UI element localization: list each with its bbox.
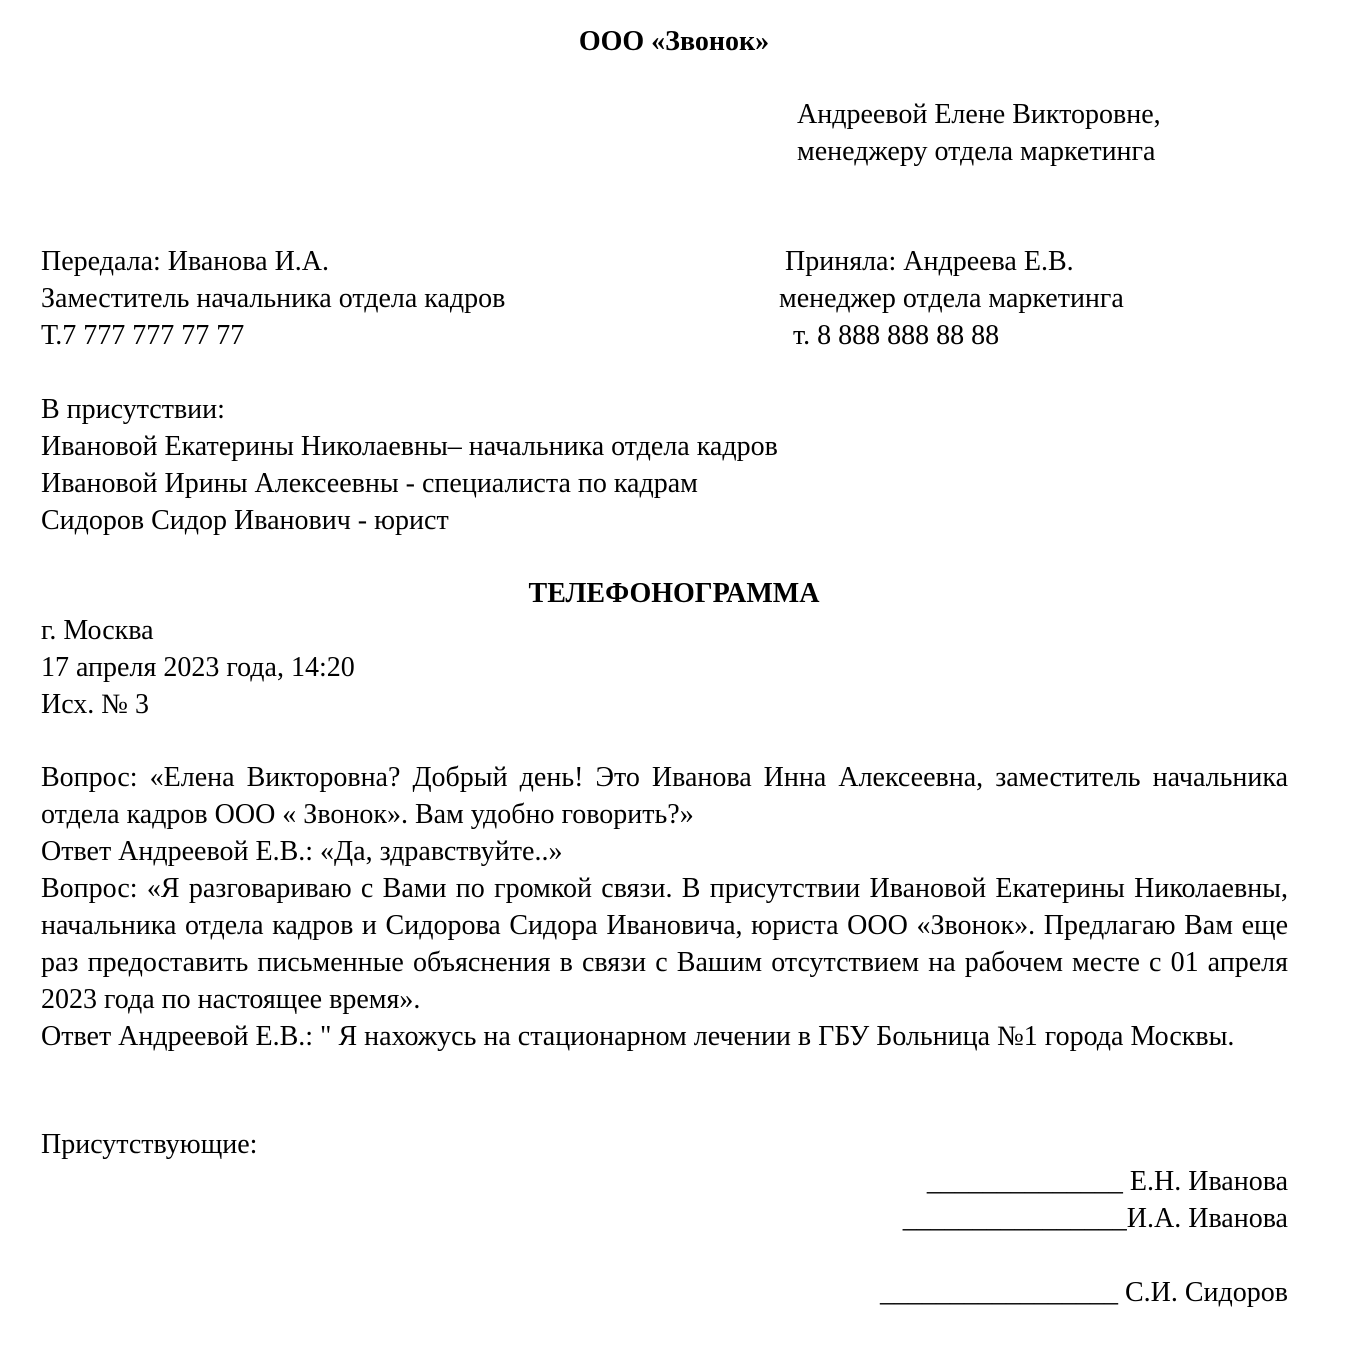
dialog-question: Вопрос: «Я разговариваю с Вами по громкой связи. В присутствии Ивановой Екатерины Николаевны, начальника отдела кадров и Сидорова Сидора Ивановича, юриста ООО «Звонок». Предлагаю Вам еще раз предоставить письменные объяснения в связи с Вашим отсутствием на рабочем месте с 01 апреля 2023 года по настоящее время».: [41, 873, 1288, 1015]
dialog-answer: Ответ Андреевой Е.В.: " Я нахожусь на стационарном лечении в ГБУ Больница №1 города Москвы.: [41, 1021, 1235, 1052]
sender-block: [41, 243, 505, 354]
addressee-line: менеджеру отдела маркетинга: [797, 136, 1156, 167]
document-title: ТЕЛЕФОНОГРАММА: [528, 578, 820, 609]
sender-line: Передала: Иванова И.А.: [41, 246, 330, 277]
signature-line: ________________И.А. Иванова: [902, 1203, 1288, 1234]
receiver-phone: т. 8 888 888 88 88: [793, 320, 1000, 351]
sender-line: Заместитель начальника отдела кадров: [41, 283, 506, 314]
organization-title: ООО «Звонок»: [578, 26, 770, 57]
sender-phone: Т.7 777 777 77 77: [41, 320, 245, 351]
presence-item: Ивановой Ирины Алексеевны - специалиста по кадрам: [41, 468, 698, 499]
attendees-heading: Присутствующие:: [41, 1129, 258, 1160]
meta-datetime: 17 апреля 2023 года, 14:20: [41, 652, 355, 683]
addressee-block: [797, 96, 1161, 170]
meta-number: Исх. № 3: [41, 689, 149, 720]
presence-block: [41, 391, 778, 539]
signature-line: ______________ Е.Н. Иванова: [926, 1166, 1288, 1197]
document-meta: [41, 612, 355, 723]
receiver-name: Приняла: Андреева Е.В.: [785, 246, 1074, 277]
presence-item: Ивановой Екатерины Николаевны– начальника отдела кадров: [41, 431, 778, 462]
signature-line: _________________ С.И. Сидоров: [879, 1277, 1288, 1308]
presence-heading: В присутствии:: [41, 394, 225, 425]
presence-item: Сидоров Сидор Иванович - юрист: [41, 505, 449, 536]
dialog-answer: Ответ Андреевой Е.В.: «Да, здравствуйте..»: [41, 836, 563, 867]
receiver-position: менеджер отдела маркетинга: [779, 283, 1124, 314]
addressee-line: Андреевой Елене Викторовне,: [797, 99, 1161, 130]
meta-city: г. Москва: [41, 615, 154, 646]
dialog-block: [41, 759, 1288, 1055]
dialog-question: Вопрос: «Елена Викторовна? Добрый день! Это Иванова Инна Алексеевна, заместитель начальника отдела кадров ООО « Звонок». Вам удобно говорить?»: [41, 762, 1288, 830]
